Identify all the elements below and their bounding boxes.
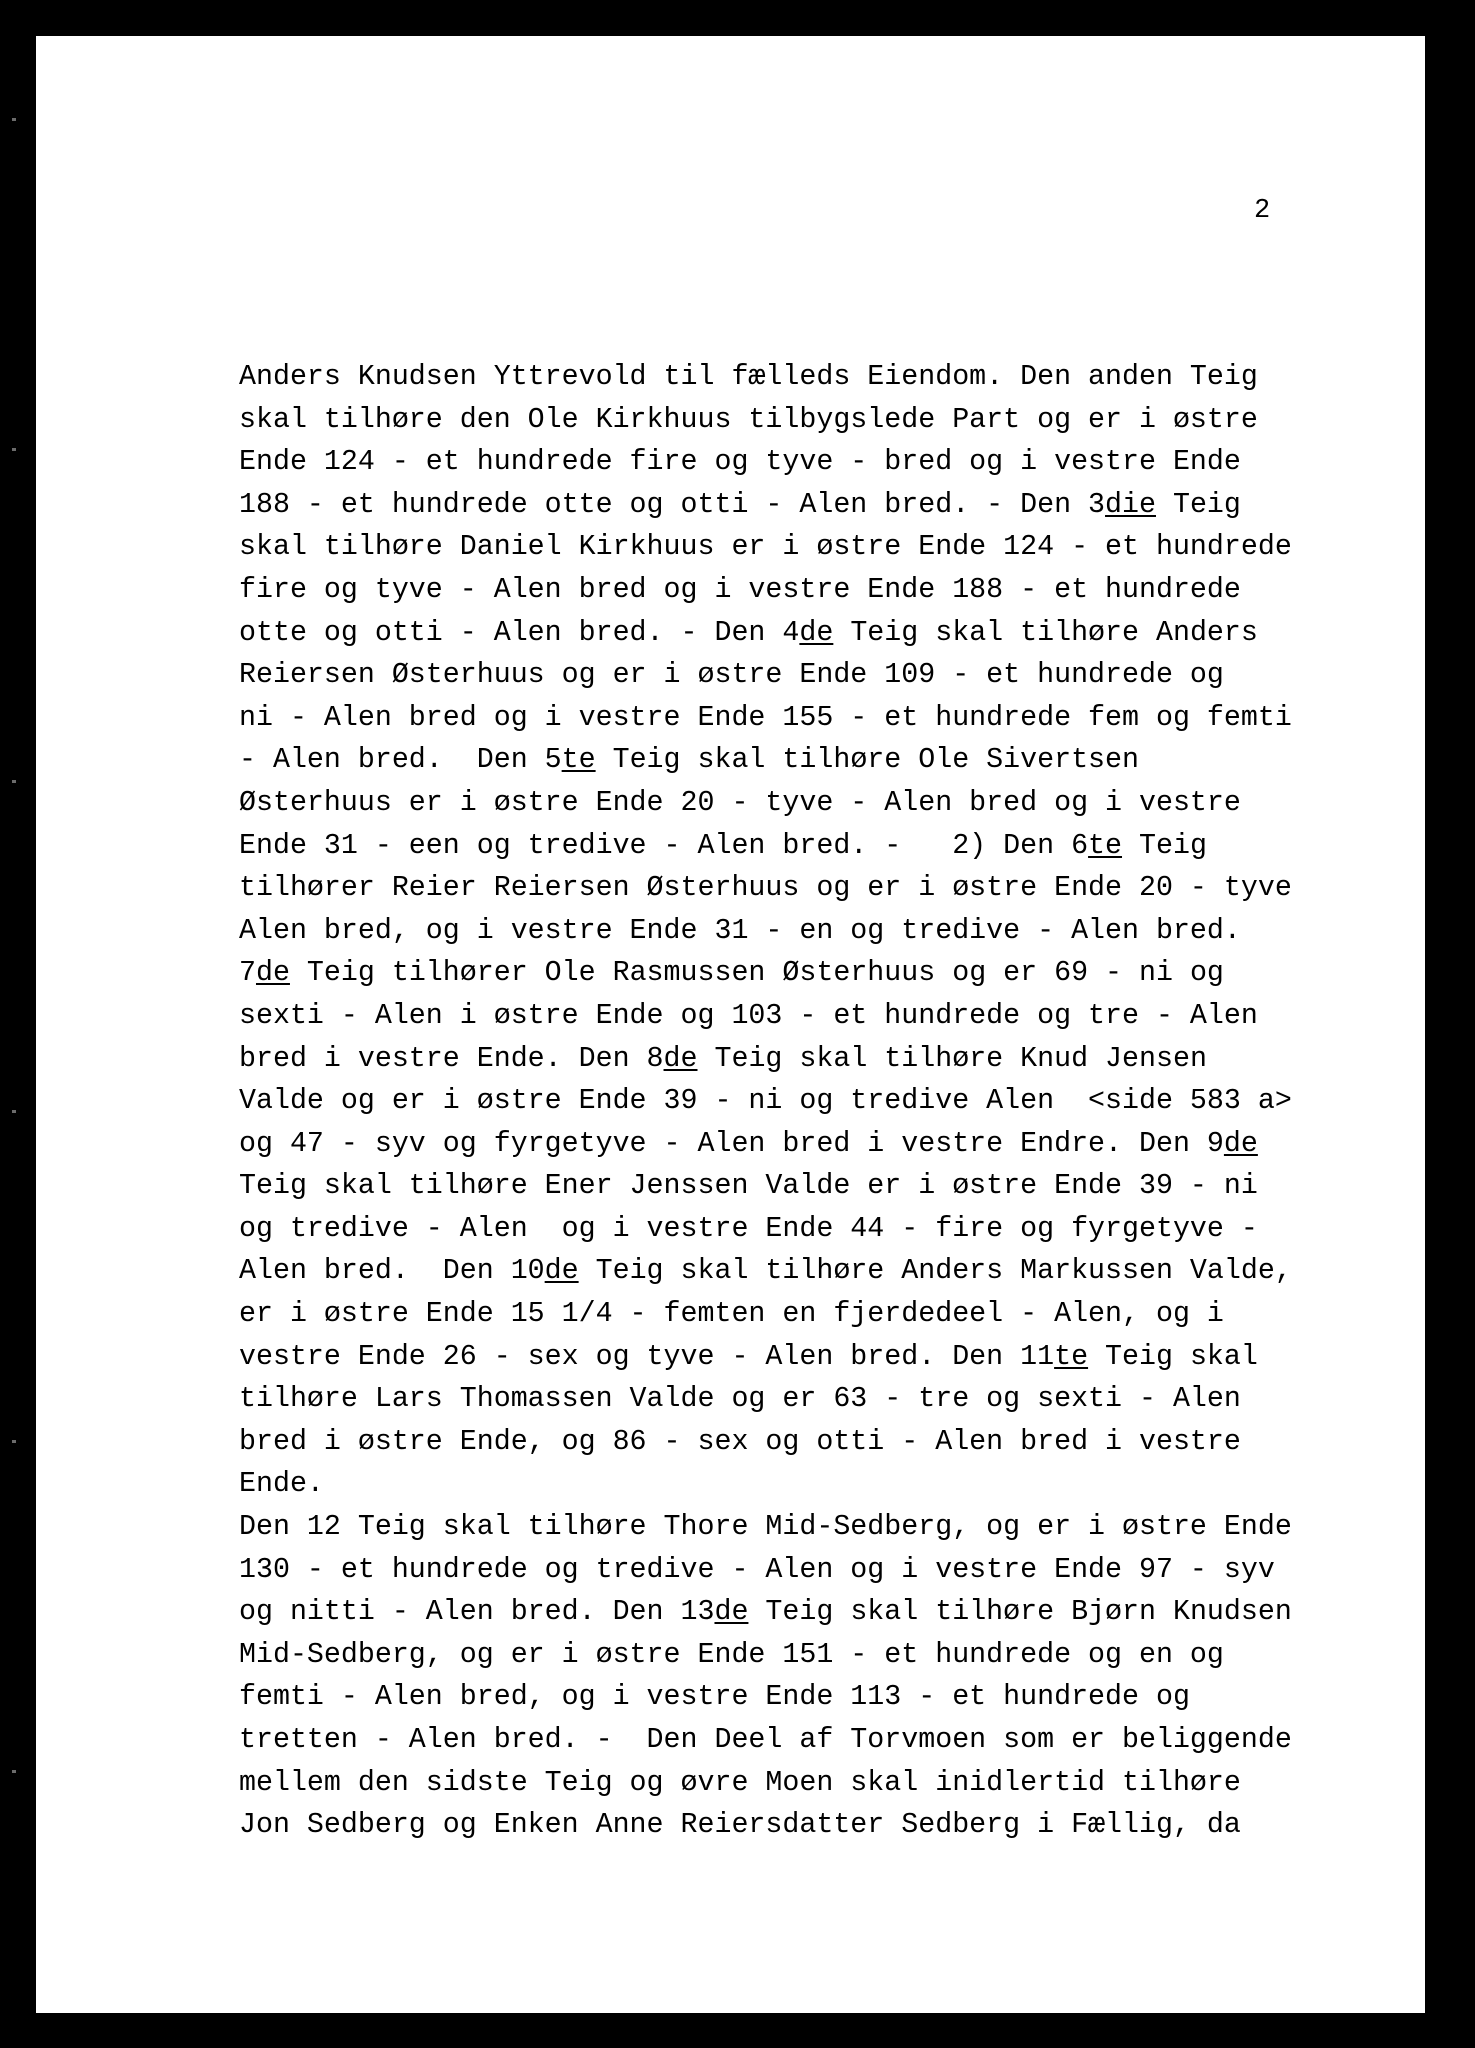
- text-line: [239, 399, 1409, 442]
- text-segment: Teig tilhører Ole Rasmussen Østerhuus og er 69 - ni og: [289, 957, 1224, 990]
- text-segment: Østerhuus er i østre Ende 20 - tyve - Alen bred og i vestre: [239, 786, 1241, 819]
- text-line: [239, 1336, 1409, 1379]
- text-segment: Alen bred. Den 10: [239, 1255, 545, 1288]
- text-line: [239, 697, 1409, 740]
- text-segment: Teig skal tilhøre Knud Jensen: [697, 1042, 1207, 1075]
- text-line: [239, 484, 1409, 527]
- text-segment: og tredive - Alen og i vestre Ende 44 - fire og fyrgetyve -: [239, 1212, 1258, 1245]
- text-line: [239, 1676, 1409, 1719]
- text-segment: tilhører Reier Reiersen Østerhuus og er i østre Ende 20 - tyve: [239, 872, 1292, 905]
- text-segment: Ende 124 - et hundrede fire og tyve - bred og i vestre Ende: [239, 446, 1241, 479]
- text-segment: Ende 31 - een og tredive - Alen bred. - 2) Den 6: [239, 829, 1089, 862]
- text-line: [239, 1293, 1409, 1336]
- text-segment: bred i østre Ende, og 86 - sex og otti - Alen bred i vestre: [239, 1425, 1241, 1458]
- text-line: [239, 995, 1409, 1038]
- text-segment: Teig skal tilhøre Bjørn Knudsen: [748, 1596, 1292, 1629]
- text-segment: otte og otti - Alen bred. - Den 4: [239, 616, 800, 649]
- text-line: [239, 1123, 1409, 1166]
- page-number: 2: [1254, 196, 1271, 226]
- text-line: [239, 1634, 1409, 1677]
- scan-edge-mark: [12, 1770, 16, 1773]
- text-line: [239, 867, 1409, 910]
- scan-edge-mark: [12, 1440, 16, 1443]
- text-line: [239, 569, 1409, 612]
- text-segment: 7: [239, 957, 256, 990]
- text-segment: 188 - et hundrede otte og otti - Alen bred. - Den 3: [239, 488, 1106, 521]
- text-segment: tretten - Alen bred. - Den Deel af Torvmoen som er beliggende: [239, 1724, 1292, 1756]
- text-segment: Alen bred, og i vestre Ende 31 - en og tredive - Alen bred.: [239, 914, 1241, 947]
- text-segment: Teig skal tilhøre Anders: [833, 616, 1258, 649]
- ordinal-suffix: te: [561, 744, 596, 777]
- ordinal-suffix: te: [1054, 1340, 1089, 1373]
- ordinal-suffix: de: [799, 616, 834, 649]
- text-segment: Teig: [1122, 829, 1207, 862]
- text-line: [239, 1378, 1409, 1421]
- text-segment: skal tilhøre den Ole Kirkhuus tilbygslede Part og er i østre: [239, 403, 1258, 436]
- text-segment: fire og tyve - Alen bred og i vestre Ende 188 - et hundrede: [239, 573, 1241, 606]
- text-line: [239, 1463, 1409, 1506]
- text-line: [239, 654, 1409, 697]
- text-line: [239, 1038, 1409, 1081]
- text-line: [239, 825, 1409, 868]
- text-segment: vestre Ende 26 - sex og tyve - Alen bred. Den 11: [239, 1340, 1055, 1373]
- ordinal-suffix: de: [1223, 1127, 1258, 1160]
- ordinal-suffix: de: [714, 1596, 749, 1629]
- text-line: [239, 1208, 1409, 1251]
- text-segment: - Alen bred. Den 5: [239, 744, 562, 777]
- scan-edge-mark: [12, 118, 16, 121]
- scan-edge-mark: [12, 1110, 16, 1113]
- text-segment: og nitti - Alen bred. Den 13: [239, 1596, 715, 1629]
- text-line: [239, 1506, 1409, 1549]
- text-line: [239, 1549, 1409, 1592]
- text-line: [239, 782, 1409, 825]
- text-line: [239, 526, 1409, 569]
- ordinal-suffix: die: [1105, 488, 1156, 521]
- text-segment: bred i vestre Ende. Den 8: [239, 1042, 664, 1075]
- text-segment: mellem den sidste Teig og øvre Moen skal inidlertid tilhøre: [239, 1766, 1241, 1799]
- text-segment: skal tilhøre Daniel Kirkhuus er i østre Ende 124 - et hundrede: [239, 531, 1292, 564]
- ordinal-suffix: de: [544, 1255, 579, 1288]
- text-segment: Anders Knudsen Yttrevold til fælleds Eiendom. Den anden Teig: [239, 361, 1258, 393]
- text-line: [239, 952, 1409, 995]
- text-line: [239, 1080, 1409, 1123]
- text-line: [239, 612, 1409, 655]
- text-segment: Jon Sedberg og Enken Anne Reiersdatter Sedberg i Fællig, da: [239, 1809, 1241, 1842]
- text-segment: Teig: [1155, 488, 1241, 521]
- text-segment: femti - Alen bred, og i vestre Ende 113 - et hundrede og: [239, 1681, 1190, 1714]
- text-segment: Ende.: [239, 1468, 324, 1501]
- text-segment: Den 12 Teig skal tilhøre Thore Mid-Sedberg, og er i østre Ende: [239, 1511, 1292, 1544]
- text-segment: Teig skal tilhøre Ole Sivertsen: [595, 744, 1139, 777]
- text-line: [239, 1421, 1409, 1464]
- scan-edge-mark: [12, 780, 16, 783]
- text-line: [239, 739, 1409, 782]
- ordinal-suffix: te: [1088, 829, 1123, 862]
- text-segment: Teig skal: [1088, 1340, 1258, 1373]
- ordinal-suffix: de: [663, 1042, 698, 1075]
- text-segment: Teig skal tilhøre Ener Jenssen Valde er i østre Ende 39 - ni: [239, 1170, 1258, 1203]
- ordinal-suffix: de: [255, 957, 290, 990]
- text-segment: Valde og er i østre Ende 39 - ni og tredive Alen <side 583 a>: [239, 1085, 1292, 1118]
- document-page: [36, 36, 1425, 2013]
- text-line: [239, 1591, 1409, 1634]
- text-segment: sexti - Alen i østre Ende og 103 - et hundrede og tre - Alen: [239, 999, 1258, 1032]
- text-segment: Teig skal tilhøre Anders Markussen Valde,: [578, 1255, 1292, 1288]
- scan-edge-mark: [12, 448, 16, 451]
- text-segment: er i østre Ende 15 1/4 - femten en fjerdedeel - Alen, og i: [239, 1298, 1224, 1331]
- text-line: [239, 1804, 1409, 1847]
- text-segment: tilhøre Lars Thomassen Valde og er 63 - tre og sexti - Alen: [239, 1383, 1241, 1416]
- text-line: [239, 1719, 1409, 1762]
- text-line: [239, 1762, 1409, 1805]
- text-line: [239, 1250, 1409, 1293]
- text-line: [239, 910, 1409, 953]
- text-segment: og 47 - syv og fyrgetyve - Alen bred i vestre Endre. Den 9: [239, 1127, 1224, 1160]
- text-line: [239, 356, 1409, 399]
- body-text: [239, 356, 1409, 1847]
- text-line: [239, 441, 1409, 484]
- text-line: [239, 1165, 1409, 1208]
- text-segment: 130 - et hundrede og tredive - Alen og i vestre Ende 97 - syv: [239, 1553, 1275, 1586]
- text-segment: ni - Alen bred og i vestre Ende 155 - et hundrede fem og femti: [239, 701, 1292, 734]
- text-segment: Mid-Sedberg, og er i østre Ende 151 - et hundrede og en og: [239, 1638, 1224, 1671]
- text-segment: Reiersen Østerhuus og er i østre Ende 109 - et hundrede og: [239, 659, 1224, 692]
